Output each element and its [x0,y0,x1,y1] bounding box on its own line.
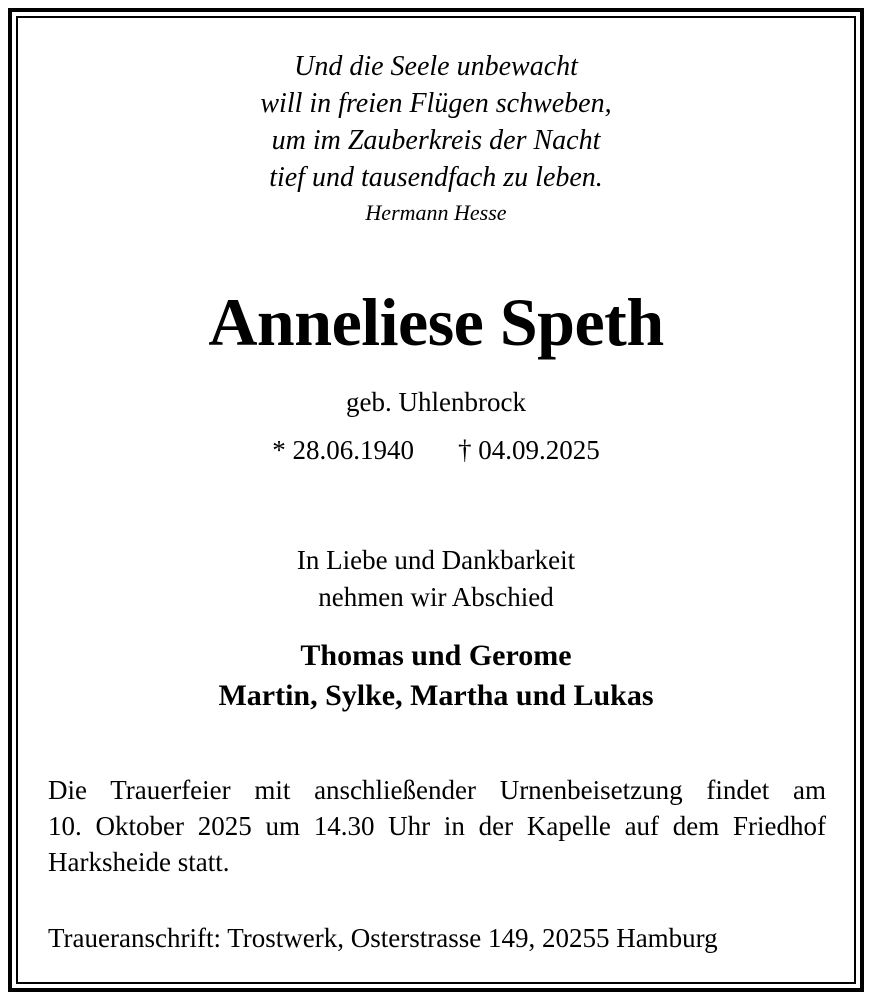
farewell-line: nehmen wir Abschied [318,582,554,612]
poem-line: tief und tausendfach zu leben. [269,162,603,193]
ceremony-line: Die Trauerfeier mit anschließender Urnenbeisetzung findet am [48,775,826,805]
ceremony-line: 10. Oktober 2025 um 14.30 Uhr in der Kapelle auf dem Friedhof [48,811,826,841]
farewell-line: In Liebe und Dankbarkeit [296,545,576,575]
deceased-name: Anneliese Speth [208,284,664,360]
mourning-address: Traueranschrift: Trostwerk, Osterstrasse 149, 20255 Hamburg [48,923,718,953]
mourners-line: Martin, Sylke, Martha und Lukas [218,679,654,712]
mourners-line: Thomas und Gerome [300,639,572,672]
birth-date: * 28.06.1940 [272,435,414,465]
poem-line: will in freien Flügen schweben, [260,88,612,119]
farewell-text [0,542,872,616]
poem-author: Hermann Hesse [365,200,507,225]
ceremony-info [48,772,826,880]
mourners-names [0,636,872,716]
ceremony-line: Harksheide statt. [48,847,230,877]
poem-quote [0,48,872,228]
maiden-name: geb. Uhlenbrock [346,387,526,417]
poem-line: um im Zauberkreis der Nacht [271,125,601,156]
life-dates [0,432,872,468]
poem-line: Und die Seele unbewacht [294,51,578,82]
death-date: † 04.09.2025 [458,435,600,465]
